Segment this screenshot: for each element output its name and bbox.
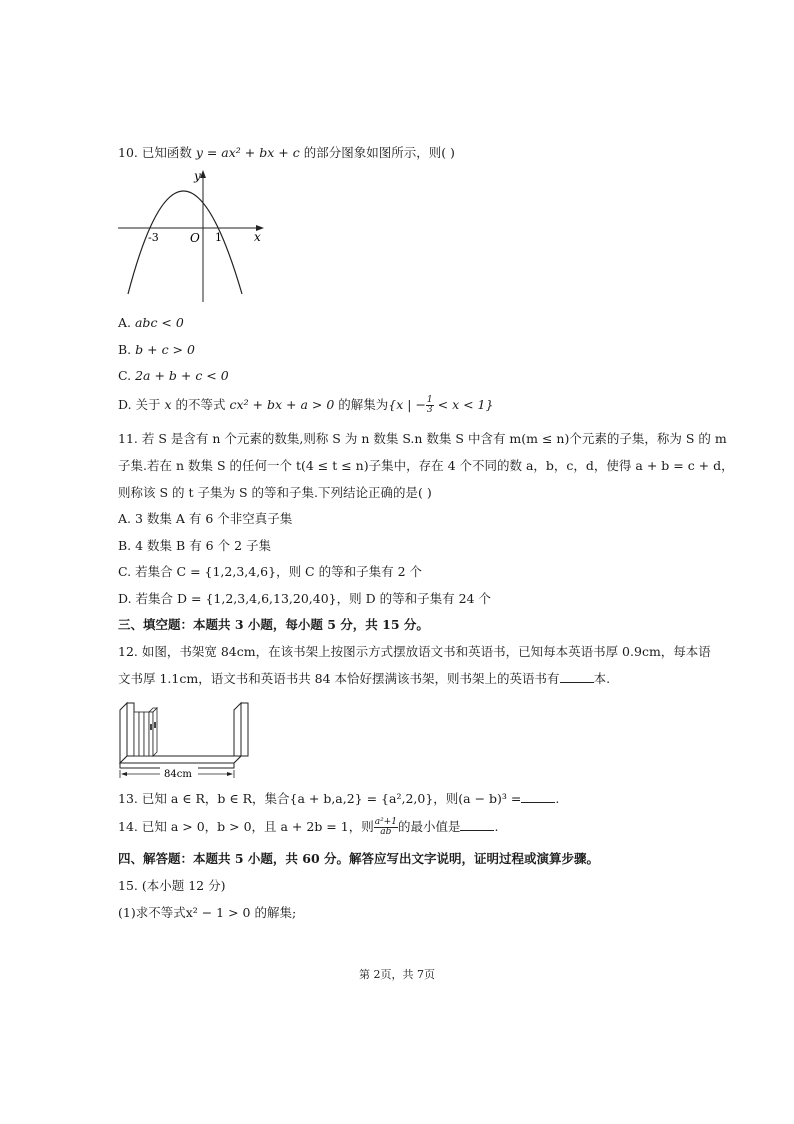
graph-y-label: y — [194, 169, 201, 183]
book — [139, 712, 144, 756]
book — [149, 712, 153, 756]
q10-option-c: C. 2a + b + c < 0 — [118, 368, 229, 383]
graph-x-label: x — [254, 230, 261, 244]
q10-stem — [118, 144, 455, 162]
q13-answer-blank — [521, 790, 555, 803]
q11-line2: 子集.若在 n 数集 S 的任何一个 t(4 ≤ t ≤ n)子集中，存在 4 个不同的数 a，b，c，d，使得 a + b = c + d， — [118, 458, 734, 473]
q11-option-d: D. 若集合 D = {1,2,3,4,6,13,20,40}，则 D 的等和子集有 24 个 — [118, 591, 491, 606]
q14-answer-blank — [460, 818, 494, 831]
q14-line: 14. 已知 a > 0，b > 0，且 a + 2b = 1，则 $\frac{\text{a²+1}}{ab}$ 的最小值是 . — [118, 817, 499, 837]
q10-option-d: D. 关于 x 的不等式 cx² + bx + a > 0 的解集为{x | − $\frac{1}{3}$ < x < 1} — [118, 395, 494, 415]
q10-stem-math: y = ax² + bx + c — [195, 145, 300, 160]
section4-title: 四、解答题：本题共 5 小题，共 60 分。解答应写出文字说明，证明过程或演算步骤。 — [118, 851, 600, 866]
book — [153, 708, 157, 756]
q12-answer-blank — [560, 670, 594, 683]
q10-option-b: B. b + c > 0 — [118, 342, 195, 357]
q12-bookshelf-figure — [116, 696, 266, 778]
arrow-right-icon — [227, 772, 233, 776]
q10-stem-post: 的部分图象如图所示，则( ) — [299, 145, 455, 160]
q10-option-a: A. abc < 0 — [118, 315, 184, 330]
q11-option-a: A. 3 数集 A 有 6 个非空真子集 — [118, 511, 293, 526]
parabola-curve — [128, 191, 242, 294]
q11-line3: 则称该 S 的 t 子集为 S 的等和子集.下列结论正确的是( ) — [118, 485, 432, 500]
q13-line: 13. 已知 a ∈ R，b ∈ R，集合{a + b,a,2} = {a²,2,0}，则(a − b)³ = . — [118, 791, 560, 806]
book — [134, 712, 139, 756]
q11-option-b: B. 4 数集 B 有 6 个 2 子集 — [118, 538, 271, 553]
q10-parabola-graph — [114, 166, 274, 306]
q12-figure-label: 84cm — [164, 769, 192, 778]
book-spine-mark — [150, 724, 152, 730]
q14-fraction: $\frac{\text{a²+1}}{ab}$ — [374, 817, 397, 837]
q15-part1: (1)求不等式x² − 1 > 0 的解集; — [118, 905, 297, 920]
arrow-left-icon — [121, 772, 127, 776]
page-footer: 第 2页，共 7页 — [359, 968, 435, 981]
y-axis-arrow-icon — [200, 170, 206, 178]
graph-origin-label: O — [190, 231, 200, 245]
q15-header: 15. (本小题 12 分) — [118, 878, 226, 893]
q12-line1: 12. 如图，书架宽 84cm，在该书架上按图示方式摆放语文书和英语书，已知每本英语书厚 0.9cm，每本语 — [118, 644, 711, 659]
q11-line1: 11. 若 S 是含有 n 个元素的数集,则称 S 为 n 数集 S.n 数集 S 中含有 m(m ≤ n)个元素的子集，称为 S 的 m — [118, 431, 727, 446]
book-spine-mark — [154, 722, 156, 728]
q10-stem-pre: 10. 已知函数 — [118, 145, 196, 160]
q12-line2: 文书厚 1.1cm，语文书和英语书共 84 本恰好摆满该书架，则书架上的英语书有 本. — [118, 671, 611, 686]
graph-tick-pos: 1 — [215, 231, 222, 244]
section3-title: 三、填空题：本题共 3 小题，每小题 5 分，共 15 分。 — [118, 617, 429, 632]
q11-option-c: C. 若集合 C = {1,2,3,4,6}，则 C 的等和子集有 2 个 — [118, 564, 422, 579]
book — [144, 712, 149, 756]
q10-d-fraction: $\frac{1}{3}$ — [426, 395, 433, 415]
graph-tick-neg: -3 — [148, 231, 159, 244]
